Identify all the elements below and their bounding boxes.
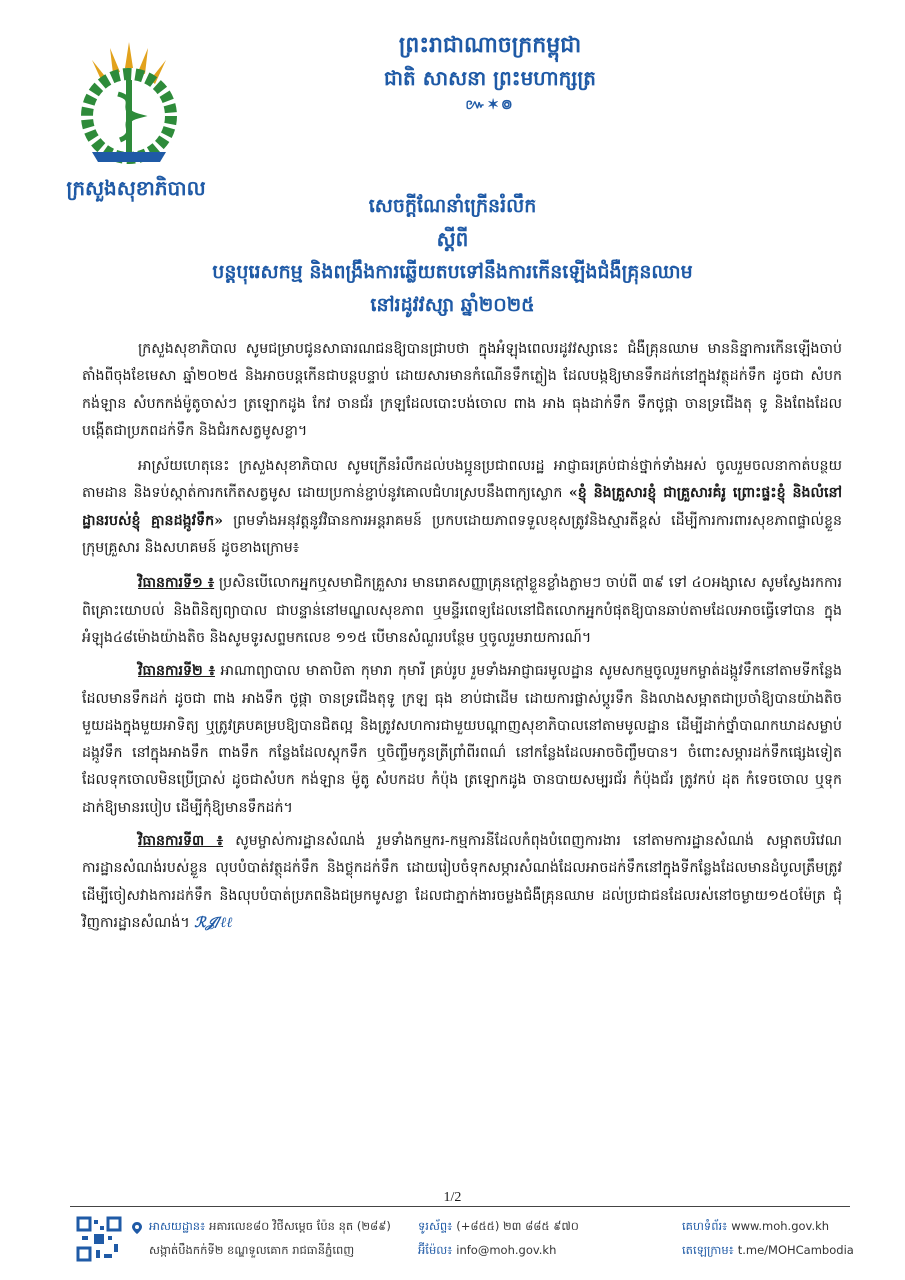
document-body: [82, 336, 842, 943]
footer-address: [130, 1214, 391, 1262]
title-line-1: សេចក្តីណែនាំក្រើនរំលឹក: [368, 195, 537, 217]
footer-divider: [70, 1206, 850, 1207]
phone-label: ទូរស័ព្ទ៖: [418, 1219, 453, 1233]
measure-1: [82, 570, 842, 652]
paragraph-1: ក្រសួងសុខាភិបាល សូមជម្រាបជូនសាធារណជនឱ្យបានជ្រាបថា ក្នុងអំឡុងពេលរដូវវស្សានេះ ជំងឺគ្រុនឈាម មាននិន្នាការកើនឡើងចាប់តាំងពីចុងខែមេសា ឆ្នាំ២០២៥ និងអាចបន្តកើនជាបន្តបន្ទាប់ ដោយសារមានកំណើនទឹកភ្លៀង ដែលបង្កឱ្យមានទឹកដក់នៅក្នុងវត្ថុដក់ទឹក ដូចជា សំបកកង់ឡាន សំបកកង់ម៉ូតូចាស់ៗ ត្រឡោកដូង កែវ ចានជ័រ ក្រឡដែលបោះបង់ចោល ពាង អាង ធុងដាក់ទឹក ទឹកថូផ្កា ចានទ្រជើងតុ ទូ និងពែងដែលបង្កើតជាប្រភពដក់ទឹក និងជំរកសត្វមូសខ្លា។: [82, 341, 842, 439]
page-number: 1/2: [443, 1190, 462, 1205]
telegram-label: តេឡេក្រាម៖: [682, 1243, 734, 1257]
qr-code-icon[interactable]: [76, 1216, 122, 1262]
measure-3: [82, 828, 842, 937]
measure-2: [82, 658, 842, 822]
measure-2-text: អាណាព្យាបាល មាតាបិតា កុមារា កុមារី គ្រប់រូប រួមទាំងអាជ្ញាធរមូលដ្ឋាន សូមសកម្មចូលរួមកម្ចាត់ដង្កូវទឹកនៅតាមទីកន្លែងដែលមានទឹកដក់ ដូចជា ពាង អាងទឹក ថូផ្កា ចានទ្រជើងតុទូ ក្រឡ ធុង ខាប់ជាដើម ដោយការផ្លាស់ប្តូរទឹក និងលាងសម្អាតជាប្រចាំឱ្យបានយ៉ាងតិចមួយដងក្នុងមួយអាទិត្យ ឬត្រូវគ្របគម្របឱ្យបានជិតល្អ និងត្រូវសហការជាមួយបណ្តាញសុខាភិបាលនៅតាមមូលដ្ឋាន ដើម្បីដាក់ថ្នាំបាណកឃាដសម្លាប់ដង្កូវទឹក នៅក្នុងអាងទឹក ពាងទឹក កន្លែងដែលស្តុកទឹក ឬចិញ្ចឹមកូនត្រីព្រាំពីរពណ៌ នៅកន្លែងដែលអាចចិញ្ចឹមបាន។ ចំពោះសម្ភារដក់ទឹកផ្សេងទៀត ដែលទុកចោលមិនប្រើប្រាស់ ដូចជាសំបក កង់ឡាន ម៉ូតូ សំបកដប កំប៉ុង ត្រឡោកដូង ចានបាយសម្បរជ័រ កំប៉ុងជ័រ ត្រូវកប់ ដុត កំទេចចោល ឬទុកដាក់ឱ្យមានរបៀប ដើម្បីកុំឱ្យមានទឹកដក់។: [82, 663, 842, 816]
footer-contact: [418, 1214, 579, 1262]
location-icon: [130, 1219, 144, 1233]
measure-1-label: វិធានការទី១ ៖: [138, 575, 215, 592]
footer-online: [682, 1214, 854, 1262]
title-line-2: ស្តីពី: [436, 227, 469, 251]
title-line-4: នៅរដូវវស្សា ឆ្នាំ២០២៥: [370, 294, 535, 316]
phone-number[interactable]: (+៨៥៥) ២៣ ៨៨៥ ៩៧០: [456, 1219, 579, 1233]
kingdom-name: ព្រះរាជាណាចក្រកម្ពុជា: [398, 32, 582, 58]
kingdom-header: [320, 28, 660, 116]
signature-initials: ℛ𝒥/ℓℓ: [194, 914, 233, 931]
ministry-name: ក្រសួងសុខាភិបាល: [66, 176, 206, 200]
email-label: អ៊ីម៉ែល៖: [418, 1243, 453, 1257]
paragraph-2: [82, 453, 842, 562]
website-label: គេហទំព័រ៖: [682, 1219, 728, 1233]
address-label: អាសយដ្ឋាន៖: [149, 1219, 206, 1233]
title-line-3: បន្តបុរេសកម្ម និងពង្រឹងការឆ្លើយតបទៅនឹងការកើនឡើងជំងឺគ្រុនឈាម: [212, 261, 693, 283]
slogan: «ខ្ញុំ និងគ្រួសារខ្ញុំ ជាគ្រួសារគំរូ ព្រោះផ្ទះខ្ញុំ និងលំនៅដ្ឋានរបស់ខ្ញុំ គ្មានដង្កូវទឹក»: [82, 485, 842, 529]
measure-3-label: វិធានការទី៣ ៖: [138, 833, 224, 850]
measure-3-text: សូមម្ចាស់ការដ្ឋានសំណង់ រួមទាំងកម្មករ-កម្មការនីដែលកំពុងបំពេញការងារ នៅតាមការដ្ឋានសំណង់ សម្អាតបរិវេណការដ្ឋានសំណង់របស់ខ្លួន លុបបំបាត់វត្ថុដក់ទឹក និងថ្លុកដក់ទឹក ដោយរៀបចំទុកសម្ភារសំណង់ដែលអាចដក់ទឹកនៅក្នុងទីកន្លែងដែលមានដំបូលត្រឹមត្រូវ ដើម្បីចៀសវាងការដក់ទឹក និងលុបបំបាត់ប្រភពនិងជម្រកមូសខ្លា ដែលជាភ្នាក់ងារចម្លងជំងឺគ្រុនឈាម ដល់ប្រជាជនដែលរស់នៅចម្ងាយ១៥០ម៉ែត្រ ជុំវិញការដ្ឋានសំណង់។: [82, 833, 842, 931]
telegram-link[interactable]: t.me/MOHCambodia: [737, 1243, 854, 1257]
paragraph-2-outro: ព្រមទាំងអនុវត្តនូវវិធានការអន្តរាគមន៍ ប្រកបដោយភាពទទួលខុសត្រូវនិងស្មារតីខ្ពស់ ដើម្បីការការពារសុខភាពផ្ទាល់ខ្លួន ក្រុមគ្រួសារ និងសហគមន៍ ដូចខាងក្រោម៖: [82, 512, 842, 557]
measure-1-text: ប្រសិនបើលោកអ្នកឬសមាជិកគ្រួសារ មានរោគសញ្ញាគ្រុនក្តៅខ្លួនខ្លាំងភ្លាមៗ ចាប់ពី ៣៩ ទៅ ៤០អង្សាសេ សូមស្វែងរកការពិគ្រោះយោបល់ និងពិនិត្យព្យាបាល ជាបន្ទាន់នៅមណ្ឌលសុខភាព ឬមន្ទីរពេទ្យដែលនៅជិតលោកអ្នកបំផុតឱ្យបានឆាប់តាមដែលអាចធ្វើទៅបាន ក្នុងអំឡុង៤៨ម៉ោងយ៉ាងតិច និងសូមទូរសព្ទមកលេខ ១១៥ បើមានសំណួរបន្ថែម ឬចូលរួមរាយការណ៍។: [82, 575, 842, 646]
address-line-1: អគារលេខ៨០ វិថីសម្តេច ប៉ែន នុត (២៨៩): [209, 1219, 391, 1233]
footer: [0, 1212, 905, 1272]
email-link[interactable]: info@moh.gov.kh: [456, 1243, 557, 1257]
national-motto: ជាតិ សាសនា ព្រះមហាក្សត្រ: [384, 66, 596, 90]
paragraph-2-intro: អាស្រ័យហេតុនេះ ក្រសួងសុខាភិបាល សូមក្រើនរំលឹកដល់បងប្អូនប្រជាពលរដ្ឋ អាជ្ញាធរគ្រប់ជាន់ថ្នាក់ទាំងអស់ ចូលរួមចលនាកាត់បន្ថយ តាមដាន និងទប់ស្កាត់ការកកើតសត្វមូស ដោយប្រកាន់ខ្ជាប់នូវគោលជំហរស្របនឹងពាក្យស្លោក: [82, 458, 842, 502]
website-link[interactable]: www.moh.gov.kh: [731, 1219, 830, 1233]
ministry-logo: [70, 42, 188, 172]
measure-2-label: វិធានការទី២ ៖: [138, 663, 215, 680]
address-line-2: សង្កាត់បឹងកក់ទី២ ខណ្ឌទួលគោក រាជធានីភ្នំពេញ: [149, 1243, 355, 1257]
ornament: ៚✶៙: [465, 97, 515, 113]
document-title: [120, 190, 785, 322]
